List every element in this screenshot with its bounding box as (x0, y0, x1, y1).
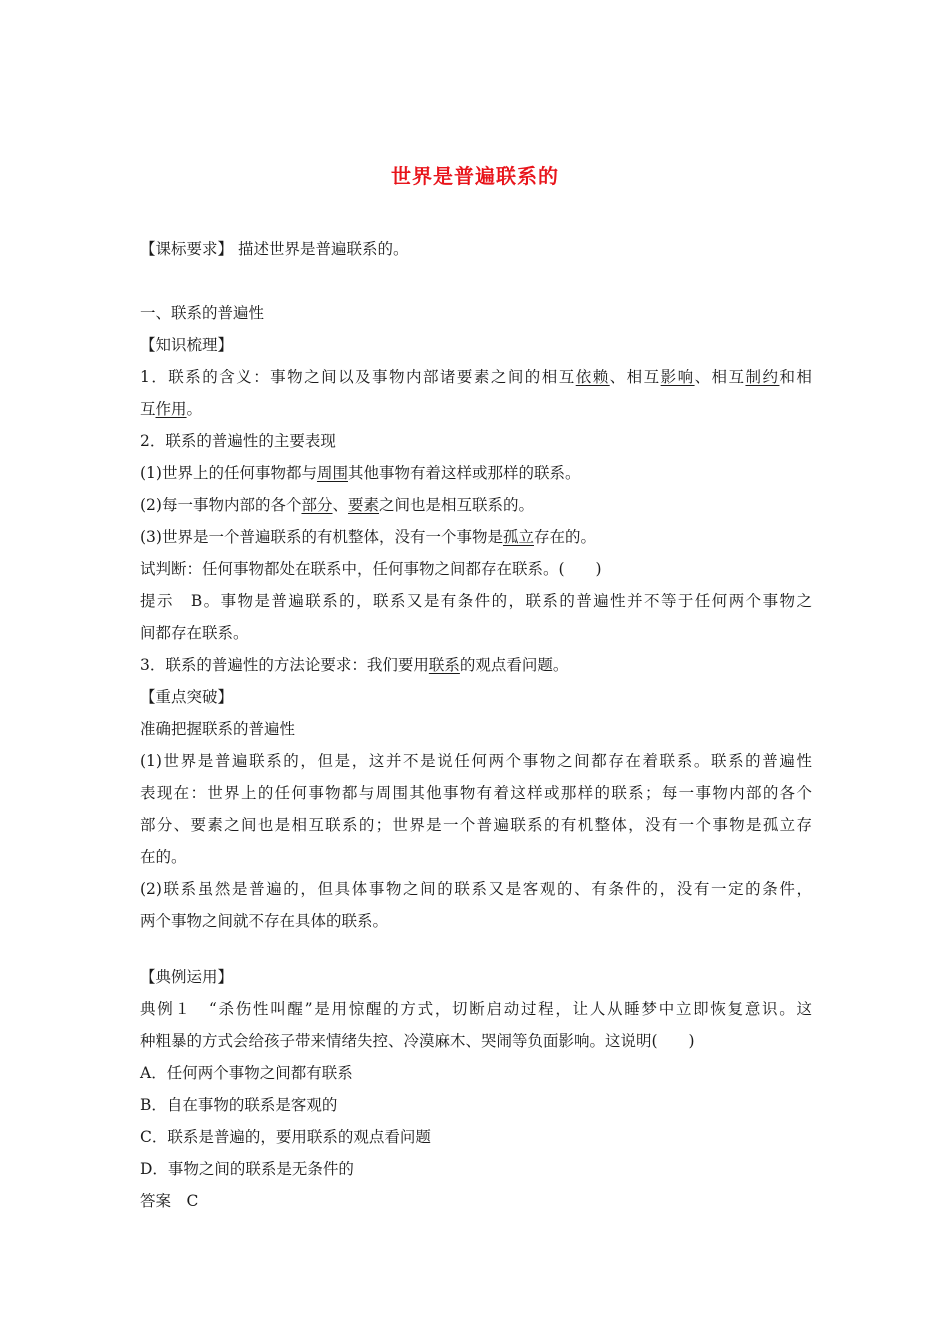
example-question-line-2: 种粗暴的方式会给孩子带来情绪失控、冷漠麻木、哭闹等负面影响。这说明( ) (140, 1032, 695, 1050)
answer: 答案 C (140, 1192, 199, 1210)
sub-item-3 (140, 521, 812, 553)
sub-item-3-prefix: (3)世界是一个普遍联系的有机整体，没有一个事物是 (140, 528, 503, 546)
item-3-suffix: 的观点看问题。 (459, 656, 569, 674)
item-3 (140, 649, 812, 681)
option-d: D．事物之间的联系是无条件的 (140, 1160, 354, 1178)
item-1-sep: 、相互 (694, 368, 746, 386)
example-question-line-1: 典例１ “杀伤性叫醒”是用惊醒的方式，切断启动过程，让人从睡梦中立即恢复意识。这 (140, 1000, 812, 1018)
judge-question: 试判断：任何事物都处在联系中，任何事物之间都存在联系。( ) (140, 560, 602, 578)
sub-item-2-prefix: (2)每一事物内部的各个 (140, 496, 302, 514)
key-title: 准确把握联系的普遍性 (140, 720, 296, 738)
sub-item-3-suffix: 存在的。 (533, 528, 596, 546)
blank-answer: 周围 (316, 464, 348, 482)
item-1-line-1 (140, 361, 812, 393)
option-b: B．自在事物的联系是客观的 (140, 1096, 338, 1114)
key-p1-line: (1)世界是普遍联系的，但是，这并不是说任何两个事物之间都存在着联系。联系的普遍性 (140, 752, 812, 770)
curriculum-requirement (140, 233, 812, 265)
item-1-sep: 和相 (779, 368, 812, 386)
key-p2-line: 两个事物之间就不存在具体的联系。 (140, 912, 389, 930)
blank-answer: 孤立 (502, 528, 534, 546)
key-p1-line: 在的。 (140, 848, 187, 866)
option-c: C．联系是普遍的，要用联系的观点看问题 (140, 1128, 431, 1146)
item-1-end: 。 (186, 400, 203, 418)
blank-answer: 影响 (660, 368, 695, 386)
sub-item-1-prefix: (1)世界上的任何事物都与 (140, 464, 317, 482)
requirement-label: 【课标要求】 (140, 240, 234, 258)
item-1-line-2 (140, 393, 812, 425)
item-3-prefix: 3．联系的普遍性的方法论要求：我们要用 (140, 656, 429, 674)
hint-line-1: 提示 B。事物是普遍联系的，联系又是有条件的，联系的普遍性并不等于任何两个事物之 (140, 592, 812, 610)
example-label: 【典例运用】 (140, 968, 234, 986)
sub-item-1 (140, 457, 812, 489)
key-p1-line: 部分、要素之间也是相互联系的；世界是一个普遍联系的有机整体，没有一个事物是孤立存 (140, 816, 812, 834)
key-label: 【重点突破】 (140, 688, 234, 706)
key-p2-line: (2)联系虽然是普遍的，但具体事物之间的联系又是客观的、有条件的，没有一定的条件， (140, 880, 812, 898)
section-heading: 一、联系的普遍性 (140, 304, 265, 322)
blank-answer: 要素 (348, 496, 380, 514)
sub-item-2 (140, 489, 812, 521)
blank-answer: 作用 (155, 400, 187, 418)
key-p1-line: 表现在：世界上的任何事物都与周围其他事物有着这样或那样的联系；每一事物内部的各个 (140, 784, 812, 802)
item-2: 2．联系的普遍性的主要表现 (140, 432, 336, 450)
blank-answer: 依赖 (575, 368, 610, 386)
sub-item-2-sep: 、 (332, 496, 348, 514)
hint-line-2: 间都存在联系。 (140, 624, 249, 642)
item-1-line2-prefix: 互 (140, 400, 156, 418)
item-1-prefix: 1．联系的含义：事物之间以及事物内部诸要素之间的相互 (140, 368, 576, 386)
sub-item-2-suffix: 之间也是相互联系的。 (379, 496, 535, 514)
knowledge-label: 【知识梳理】 (140, 336, 234, 354)
sub-item-1-suffix: 其他事物有着这样或那样的联系。 (347, 464, 581, 482)
requirement-text: 描述世界是普遍联系的。 (237, 240, 409, 258)
page-title: 世界是普遍联系的 (391, 164, 559, 188)
blank-answer: 联系 (428, 656, 460, 674)
document-body (140, 233, 812, 1217)
option-a: A．任何两个事物之间都有联系 (140, 1064, 353, 1082)
item-1-sep: 、相互 (609, 368, 661, 386)
blank-answer: 制约 (745, 368, 780, 386)
blank-answer: 部分 (301, 496, 333, 514)
